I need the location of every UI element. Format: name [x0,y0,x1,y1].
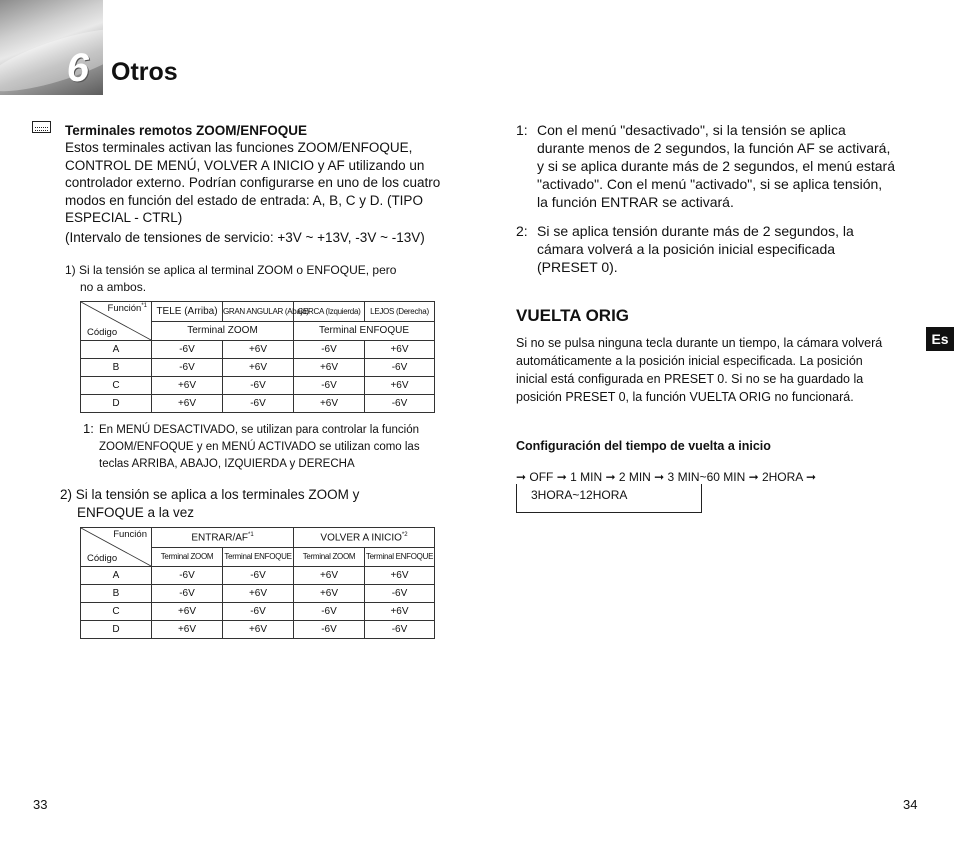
case2-text [60,486,440,521]
cell: +6V [152,395,223,413]
cell: -6V [152,585,223,603]
note2-text [537,222,937,276]
cell: -6V [365,359,435,377]
cell: +6V [365,603,435,621]
case2-line: ENFOQUE a la vez [77,504,195,520]
intro-line: Estos terminales activan las funciones ZOOM/ENFOQUE, [65,140,413,155]
cell: +6V [365,341,435,359]
table-row [81,377,435,395]
flow-line-2: 3HORA~12HORA [531,488,630,502]
cell: -6V [223,377,294,395]
note-line: Con el menú "desactivado", si la tensión se aplica [537,122,846,138]
vuelta-line: inicial está configurada en PRESET 0. Si no se ha guardado la [516,372,864,386]
row-code: C [81,603,152,621]
group-header: Terminal ZOOM [152,321,294,341]
vuelta-orig-title: VUELTA ORIG [516,306,630,325]
cell: -6V [294,603,365,621]
row-code: B [81,359,152,377]
cell: +6V [365,377,435,395]
vuelta-line: posición PRESET 0, la función VUELTA ORIG no funcionará. [516,390,854,404]
cell: +6V [365,567,435,585]
cell: -6V [294,621,365,639]
group-header: VOLVER A INICIO$^{*2}$ [294,528,435,548]
table-row [81,621,435,639]
table-both-terminals [80,527,435,639]
column-header: Terminal ZOOM [294,547,365,567]
row-code: B [81,585,152,603]
cell: +6V [294,585,365,603]
cell: -6V [365,621,435,639]
chapter-number: 6 [66,46,89,90]
footnote-line: ZOOM/ENFOQUE y en MENÚ ACTIVADO se utilizan como las [99,441,420,453]
vuelta-line: Si no se pulsa ninguna tecla durante un tiempo, la cámara volverá [516,336,883,350]
column-header: TELE (Arriba) [152,302,223,322]
note-line: la función ENTRAR se activará. [537,194,734,210]
intro-line: controlador externo. Podrían configurarse en uno de los cuatro [65,175,441,190]
voltage-range: (Intervalo de tensiones de servicio: +3V ~ +13V, -3V ~ -13V) [65,230,425,245]
note1-text [537,121,937,211]
intro-line: CONTROL DE MENÚ, VOLVER A INICIO y AF utilizando un [65,157,425,173]
cell: -6V [365,395,435,413]
group-header: ENTRAR/AF$^{*1}$ [152,528,294,548]
case1-line: no a ambos. [80,280,147,294]
cell: -6V [152,567,223,585]
row-code: A [81,567,152,585]
cell: -6V [294,377,365,395]
header-codigo: Código [87,553,118,564]
section-title: Terminales remotos ZOOM/ENFOQUE [65,123,308,138]
note-line: y si se aplica durante más de 2 segundos, el menú estará [537,158,895,174]
header-funcion: Función [113,529,147,540]
column-header: GRAN ANGULAR (Abajo) [223,302,294,322]
note-line: Si se aplica tensión durante más de 2 segundos, la [537,223,854,239]
column-header: Terminal ZOOM [152,547,223,567]
memo-icon [32,121,51,133]
config-title: Configuración del tiempo de vuelta a inicio [516,439,771,453]
page-number-left: 33 [33,797,48,812]
cell: -6V [223,395,294,413]
case2-line: 2) Si la tensión se aplica a los terminales ZOOM y [60,487,360,502]
cell: -6V [152,341,223,359]
table-row [81,341,435,359]
table-row [81,395,435,413]
language-badge: Es [926,327,954,351]
cell: +6V [223,585,294,603]
vuelta-orig-text [516,334,916,406]
flow-line-1: ➞ OFF ➞ 1 MIN ➞ 2 MIN ➞ 3 MIN~60 MIN ➞ 2HORA ➞ [516,470,817,484]
cell: -6V [365,585,435,603]
table-single-terminal [80,301,435,413]
cell: -6V [223,603,294,621]
table-row [81,567,435,585]
cell: +6V [223,621,294,639]
cell: -6V [223,567,294,585]
footnote-line: En MENÚ DESACTIVADO, se utilizan para controlar la función [99,424,419,436]
note1-label: 1: [516,122,528,138]
cell: +6V [223,359,294,377]
cell: +6V [223,341,294,359]
column-header: LEJOS (Derecha) [365,302,435,322]
note-line: "activado". Con el menú "activado", si se aplica tensión, [537,176,883,192]
cell: +6V [294,395,365,413]
column-header: Terminal ENFOQUE [365,547,435,567]
cell: +6V [152,603,223,621]
table-corner-cell [81,302,152,341]
case1-line: 1) Si la tensión se aplica al terminal ZOOM o ENFOQUE, pero [65,263,397,277]
vuelta-line: automáticamente a la posición inicial especificada. La posición [516,354,863,368]
cell: +6V [294,567,365,585]
note-line: (PRESET 0). [537,259,618,275]
cell: -6V [152,359,223,377]
row-code: D [81,395,152,413]
page-number-right: 34 [903,797,918,812]
header-codigo: Código [87,327,118,338]
column-header: CERCA (Izquierda) [294,302,365,322]
footnote1-label: 1: [83,421,94,436]
note-line: durante menos de 2 segundos, la función AF se activará, [537,140,891,156]
group-header: Terminal ENFOQUE [294,321,435,341]
chapter-banner-image [0,0,103,95]
note-line: cámara volverá a la posición inicial especificada [537,241,836,257]
intro-line: modos en función del estado de entrada: A, B, C y D. (TIPO [65,192,423,208]
row-code: D [81,621,152,639]
footnote-line: teclas ARRIBA, ABAJO, IZQUIERDA y DERECHA [99,458,355,470]
cell: +6V [294,359,365,377]
table-row [81,585,435,603]
chapter-title: Otros [111,58,178,86]
note2-label: 2: [516,223,528,239]
cell: +6V [152,621,223,639]
row-code: A [81,341,152,359]
footnote1-text [99,422,444,473]
row-code: C [81,377,152,395]
header-funcion: Función$^{*1}$ [107,303,147,315]
table-corner-cell [81,528,152,567]
table-row [81,359,435,377]
cell: -6V [294,341,365,359]
intro-line: ESPECIAL - CTRL) [65,210,183,225]
intro-paragraph [65,139,455,227]
table-row [81,603,435,621]
case1-text [65,262,455,296]
cell: +6V [152,377,223,395]
column-header: Terminal ENFOQUE [223,547,294,567]
